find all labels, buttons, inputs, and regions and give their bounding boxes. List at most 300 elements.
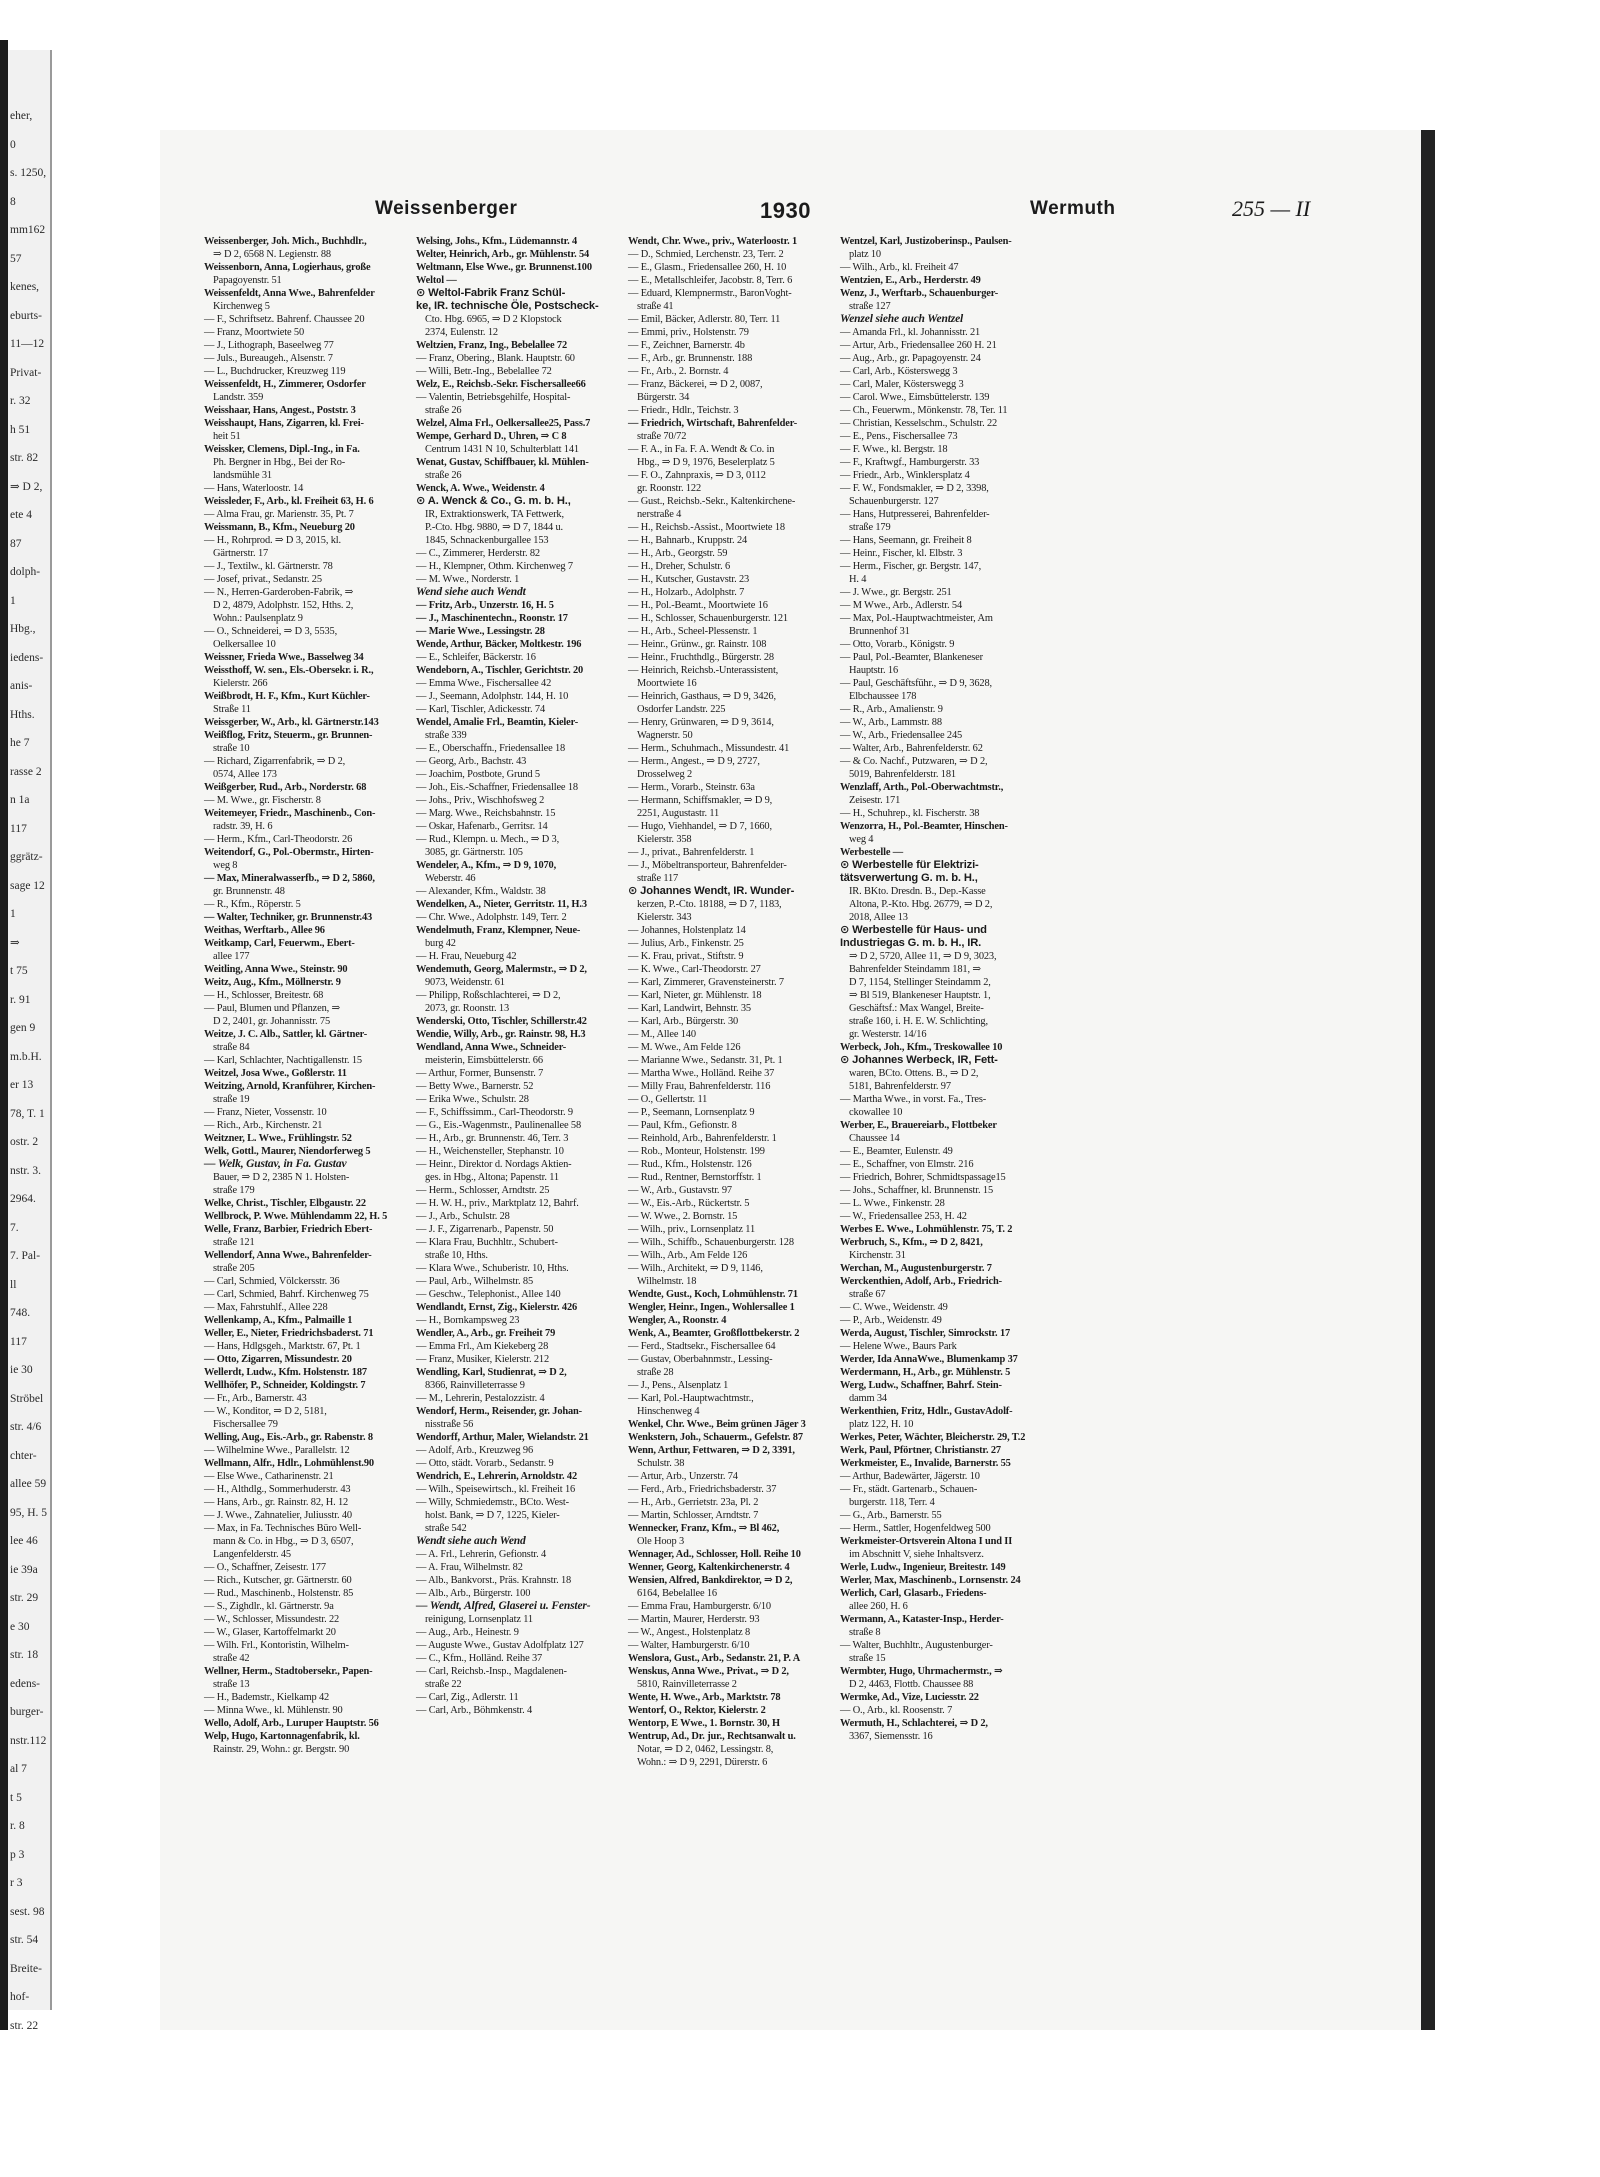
directory-entry-line: Wengler, A., Roonstr. 4: [628, 1315, 727, 1326]
previous-page-text: al 7: [10, 1763, 27, 1775]
directory-entry-line: Werckenthien, Adolf, Arb., Friedrich-: [840, 1276, 1002, 1287]
directory-entry-line: Wendt siehe auch Wend: [416, 1535, 526, 1547]
directory-entry-line: Wenskus, Anna Wwe., Privat., ⇒ D 2,: [628, 1666, 789, 1677]
directory-entry-line: Elbchaussee 178: [849, 691, 917, 702]
directory-entry-line: straße 28: [637, 1367, 674, 1378]
directory-entry-line: — Johs., Schaffner, kl. Brunnenstr. 15: [840, 1185, 993, 1196]
directory-entry-line: — H., Schlosser, Breitestr. 68: [204, 990, 324, 1001]
directory-entry-line: — Fr., Arb., Barnerstr. 43: [204, 1393, 307, 1404]
directory-entry-line: — Max, in Fa. Technisches Büro Well-: [204, 1523, 362, 1534]
previous-page-text: mm162: [10, 224, 46, 236]
directory-entry-line: — E., Glasm., Friedensallee 260, H. 10: [628, 262, 787, 273]
directory-entry-line: — R., Arb., Amalienstr. 9: [840, 704, 943, 715]
directory-entry-line: — Auguste Wwe., Gustav Adolfplatz 127: [416, 1640, 584, 1651]
directory-entry-line: straße 19: [213, 1094, 250, 1105]
directory-entry-line: — Christian, Kesselschm., Schulstr. 22: [840, 418, 998, 429]
previous-page-fragment: [8, 50, 52, 2032]
advertisement-line: ⊙ Johannes Werbeck, IR, Fett-: [840, 1054, 998, 1066]
advertisement-line: ⊙ Weltol-Fabrik Franz Schül-: [416, 287, 566, 299]
directory-entry-line: — Valentin, Betriebsgehilfe, Hospital-: [416, 392, 571, 403]
directory-entry-line: Werder, Ida AnnaWwe., Blumenkamp 37: [840, 1354, 1018, 1365]
directory-entry-line: — F. W., Fondsmakler, ⇒ D 2, 3398,: [840, 483, 989, 494]
previous-page-text: eburts-: [10, 309, 42, 322]
directory-entry-line: Werkenthien, Fritz, Hdlr., GustavAdolf-: [840, 1406, 1013, 1417]
directory-entry-line: Rainstr. 29, Wohn.: gr. Bergstr. 90: [213, 1744, 350, 1755]
directory-entry-line: Weissmann, B., Kfm., Neueburg 20: [204, 522, 355, 533]
directory-entry-line: — Emma Wwe., Fischersallee 42: [416, 678, 552, 689]
directory-entry-line: — O., Schaffner, Zeisestr. 177: [204, 1562, 326, 1573]
previous-page-text: nstr.112: [10, 1734, 47, 1747]
directory-entry-line: Langenfelderstr. 45: [213, 1549, 291, 1560]
previous-page-text: 0: [10, 138, 16, 151]
directory-entry-line: 2018, Allee 13: [849, 912, 908, 923]
directory-entry-line: Kielerstr. 358: [637, 834, 692, 845]
directory-entry-line: — Karl, Schlachter, Nachtigallenstr. 15: [204, 1055, 362, 1066]
directory-entry-line: — Walter, Buchhltr., Augustenburger-: [840, 1640, 993, 1651]
directory-entry-line: — Max, Pol.-Hauptwachtmeister, Am: [840, 613, 993, 624]
directory-entry-line: Weissgerber, W., Arb., kl. Gärtnerstr.143: [204, 717, 379, 728]
previous-page-text: hof-: [10, 1991, 30, 2003]
directory-entry-line: burg 42: [425, 938, 456, 949]
directory-entry-line: Wendel, Amalie Frl., Beamtin, Kieler-: [416, 717, 579, 728]
directory-entry-line: — W. Wwe., 2. Bornstr. 15: [628, 1211, 738, 1222]
previous-page-text: h 51: [10, 423, 31, 436]
directory-entry-line: — H., Klempner, Othm. Kirchenweg 7: [416, 561, 573, 572]
directory-entry-line: kerzen, P.-Cto. 18188, ⇒ D 7, 1183,: [637, 899, 782, 910]
directory-entry-line: Weitzel, Josa Wwe., Goßlerstr. 11: [204, 1068, 347, 1079]
directory-entry-line: — F. A., in Fa. F. A. Wendt & Co. in: [628, 444, 775, 455]
directory-entry-line: Wempe, Gerhard D., Uhren, ⇒ C 8: [416, 431, 567, 442]
previous-page-text: p 3: [10, 1848, 25, 1861]
directory-entry-line: straße 26: [425, 470, 462, 481]
directory-entry-line: — Wilh., Arb., Am Felde 126: [628, 1250, 748, 1261]
directory-entry-line: — Friedr., Arb., Winklersplatz 4: [840, 470, 970, 481]
directory-entry-line: — A. Frl., Lehrerin, Gefionstr. 4: [416, 1549, 547, 1560]
directory-entry-line: — J. F., Zigarrenarb., Papenstr. 50: [416, 1224, 554, 1235]
directory-entry-line: straße 10: [213, 743, 250, 754]
directory-entry-line: — Reinhold, Arb., Bahrenfelderstr. 1: [628, 1133, 777, 1144]
directory-entry-line: — Rud., Kfm., Holstenstr. 126: [628, 1159, 752, 1170]
directory-entry-line: straße 41: [637, 301, 674, 312]
directory-entry-line: — Carl, Schmied, Bahrf. Kirchenweg 75: [204, 1289, 369, 1300]
directory-entry-line: Notar, ⇒ D 2, 0462, Lessingstr. 8,: [637, 1744, 774, 1755]
previous-page-text: 57: [10, 252, 22, 265]
directory-entry-line: damm 34: [849, 1393, 887, 1404]
previous-page-text: sage 12: [10, 879, 45, 892]
directory-entry-line: Weissenfeldt, H., Zimmerer, Osdorfer: [204, 379, 366, 390]
directory-entry-line: — H., Kutscher, Gustavstr. 23: [628, 574, 750, 585]
directory-entry-line: — Heinrich, Reichsb.-Unterassistent,: [628, 665, 779, 676]
directory-entry-line: — Betty Wwe., Barnerstr. 52: [416, 1081, 534, 1092]
directory-entry-line: Wenkel, Chr. Wwe., Beim grünen Jäger 3: [628, 1419, 806, 1430]
directory-entry-line: 0574, Allee 173: [213, 769, 277, 780]
directory-entry-line: ⇒ D 2, 5720, Allee 11, ⇒ D 9, 3023,: [849, 951, 997, 962]
directory-entry-line: Wentorf, O., Rektor, Kielerstr. 2: [628, 1705, 766, 1716]
directory-entry-line: Weitendorf, G., Pol.-Obermstr., Hirten-: [204, 847, 374, 858]
directory-entry-line: — Georg, Arb., Bachstr. 43: [416, 756, 527, 767]
directory-entry-line: — L. Wwe., Finkenstr. 28: [840, 1198, 945, 1209]
directory-entry-line: Wenslora, Gust., Arb., Sedanstr. 21, P. A: [628, 1653, 801, 1664]
directory-entry-line: — M., Lehrerin, Pestalozzistr. 4: [416, 1393, 545, 1404]
directory-entry-line: — Otto, Zigarren, Missundestr. 20: [204, 1354, 352, 1365]
directory-entry-line: straße 179: [849, 522, 891, 533]
directory-entry-line: — W., Friedensallee 253, H. 42: [840, 1211, 967, 1222]
page-number: 255 — II: [1232, 196, 1311, 221]
directory-entry-line: 3367, Siemensstr. 16: [849, 1731, 933, 1742]
previous-page-text: Breite-: [10, 1962, 42, 1975]
directory-entry-line: — Joh., Eis.-Schaffner, Friedensallee 18: [416, 782, 578, 793]
directory-entry-line: Werler, Max, Maschinenb., Lornsenstr. 24: [840, 1575, 1021, 1586]
previous-page-text: lee 46: [10, 1535, 38, 1547]
directory-entry-line: Bahrenfelder Steindamm 181, ⇒: [849, 964, 981, 975]
directory-entry-line: — Karl, Landwirt, Behnstr. 35: [628, 1003, 751, 1014]
directory-entry-line: Hauptstr. 16: [849, 665, 898, 676]
page-header: [160, 130, 1421, 240]
directory-entry-line: — O., Arb., kl. Roosenstr. 7: [840, 1705, 953, 1716]
previous-page-text: ⇒: [10, 936, 20, 949]
previous-page-text: ie 39a: [10, 1563, 38, 1576]
directory-entry-line: — Emil, Bäcker, Adlerstr. 80, Terr. 11: [628, 314, 781, 325]
directory-entry-line: Welle, Franz, Barbier, Friedrich Ebert-: [204, 1224, 373, 1235]
directory-entry-line: 9073, Weidenstr. 61: [425, 977, 505, 988]
previous-page-text: 2964.: [10, 1193, 36, 1205]
previous-page-text: r 3: [10, 1877, 23, 1889]
directory-entry-line: — E., Beamter, Eulenstr. 49: [840, 1146, 953, 1157]
previous-page-text: 87: [10, 537, 22, 550]
directory-entry-line: Weitzner, L. Wwe., Frühlingstr. 52: [204, 1133, 352, 1144]
previous-page-text: Hbg.,: [10, 623, 36, 635]
directory-entry-line: Welz, E., Reichsb.-Sekr. Fischersallee66: [416, 379, 586, 390]
directory-entry-line: — J., Möbeltransporteur, Bahrenfelder-: [628, 860, 787, 871]
directory-entry-line: Wentrup, Ad., Dr. jur., Rechtsanwalt u.: [628, 1731, 796, 1742]
directory-entry-line: Wende, Arthur, Bäcker, Moltkestr. 196: [416, 639, 582, 650]
directory-entry-line: — Franz, Nieter, Vossenstr. 10: [204, 1107, 327, 1118]
directory-entry-line: — Walter, Arb., Bahrenfelderstr. 62: [840, 743, 983, 754]
directory-entry-line: Weissenfeldt, Anna Wwe., Bahrenfelder: [204, 288, 375, 299]
directory-entry-line: Wellmann, Alfr., Hdlr., Lohmühlenst.90: [204, 1458, 374, 1469]
directory-entry-line: Altona, P.-Kto. Hbg. 26779, ⇒ D 2,: [849, 899, 993, 910]
directory-entry-line: Fischersallee 79: [213, 1419, 278, 1430]
directory-entry-line: — Herm., Angest., ⇒ D 9, 2727,: [628, 756, 760, 767]
directory-entry-line: — A. Frau, Wilhelmstr. 82: [416, 1562, 523, 1573]
directory-entry-line: — P., Seemann, Lornsenplatz 9: [628, 1107, 755, 1118]
directory-entry-line: — Arthur, Badewärter, Jägerstr. 10: [840, 1471, 980, 1482]
directory-entry-line: Wengler, Heinr., Ingen., Wohlersallee 1: [628, 1302, 795, 1313]
advertisement-line: ⊙ Johannes Wendt, IR. Wunder-: [628, 885, 795, 897]
previous-page-text: rasse 2: [10, 765, 42, 778]
directory-entry-line: — Herm., Fischer, gr. Bergstr. 147,: [840, 561, 982, 572]
previous-page-text: sest. 98: [10, 1905, 45, 1918]
previous-page-text: 117: [10, 822, 27, 835]
directory-entry-line: — E., Metallschleifer, Jacobstr. 8, Terr. 6: [628, 275, 793, 286]
directory-entry-line: Wendelmuth, Franz, Klempner, Neue-: [416, 925, 581, 936]
directory-entry-line: — Chr. Wwe., Adolphstr. 149, Terr. 2: [416, 912, 567, 923]
previous-page-text: n 1a: [10, 794, 30, 806]
directory-entry-line: — C. Wwe., Weidenstr. 49: [840, 1302, 948, 1313]
directory-entry-line: Wenck, A. Wwe., Weidenstr. 4: [416, 483, 545, 494]
previous-page-text: gen 9: [10, 1022, 36, 1034]
directory-entry-line: — W., Eis.-Arb., Rückertstr. 5: [628, 1198, 750, 1209]
directory-entry-line: D 2, 4879, Adolphstr. 152, Hths. 2,: [213, 600, 354, 611]
directory-entry-line: — Karl, Nieter, gr. Mühlenstr. 18: [628, 990, 762, 1001]
previous-page-text: m.b.H.: [10, 1050, 42, 1063]
header-last-entry: Wermuth: [1030, 198, 1116, 219]
directory-entry-line: — J. Wwe., Zahnatelier, Juliusstr. 40: [204, 1510, 352, 1521]
directory-entry-line: Werkes, Peter, Wächter, Bleicherstr. 29, T.2: [840, 1432, 1026, 1443]
directory-entry-line: — Eduard, Klempnermstr., BaronVoght-: [628, 288, 792, 299]
directory-entry-line: Wendorf, Herm., Reisender, gr. Johan-: [416, 1406, 582, 1417]
directory-entry-line: — M Wwe., Arb., Adlerstr. 54: [840, 600, 963, 611]
directory-entry-line: Weissker, Clemens, Dipl.-Ing., in Fa.: [204, 444, 360, 455]
previous-page-text: ggrätz-: [10, 851, 43, 863]
directory-entry-line: — Max, Mineralwasserfb., ⇒ D 2, 5860,: [204, 873, 375, 884]
directory-entry-line: — H., Holzarb., Adolphstr. 7: [628, 587, 745, 598]
directory-entry-line: Weitze, J. C. Alb., Sattler, kl. Gärtner-: [204, 1029, 368, 1040]
directory-entry-line: — Herm., Vorarb., Steinstr. 63a: [628, 782, 755, 793]
directory-column-4: [840, 235, 1048, 2015]
directory-entry-line: weg 4: [849, 834, 874, 845]
directory-entry-line: — Rob., Monteur, Holstenstr. 199: [628, 1146, 765, 1157]
directory-entry-line: Welzel, Alma Frl., Oelkersallee25, Pass.7: [416, 418, 591, 429]
directory-entry-line: — W., Konditor, ⇒ D 2, 5181,: [204, 1406, 327, 1417]
previous-page-text: ie 30: [10, 1364, 33, 1376]
directory-entry-line: — Wilh. Frl., Kontoristin, Wilhelm-: [204, 1640, 349, 1651]
directory-entry-line: straße 10, Hths.: [425, 1250, 488, 1261]
previous-page-text: allee 59: [10, 1478, 47, 1490]
directory-entry-line: Kielerstr. 266: [213, 678, 268, 689]
directory-entry-line: — Adolf, Arb., Kreuzweg 96: [416, 1445, 534, 1456]
directory-entry-line: — Ferd., Stadtsekr., Fischersallee 64: [628, 1341, 776, 1352]
previous-page-text: nstr. 3.: [10, 1164, 41, 1177]
directory-entry-line: Weitzing, Arnold, Kranführer, Kirchen-: [204, 1081, 376, 1092]
directory-entry-line: Weller, E., Nieter, Friedrichsbaderst. 71: [204, 1328, 374, 1339]
directory-entry-line: ⇒ Bl 519, Blankeneser Hauptstr. 1,: [849, 990, 991, 1001]
directory-entry-line: Wendling, Karl, Studienrat, ⇒ D 2,: [416, 1367, 567, 1378]
directory-entry-line: — Franz, Moortwiete 50: [204, 327, 305, 338]
directory-entry-line: — Heinr., Grünw., gr. Rainstr. 108: [628, 639, 767, 650]
directory-entry-line: — Aug., Arb., Heinestr. 9: [416, 1627, 519, 1638]
directory-entry-line: — Otto, städt. Vorarb., Sedanstr. 9: [416, 1458, 554, 1469]
directory-entry-line: — H., Weichensteller, Stephanstr. 10: [416, 1146, 564, 1157]
directory-entry-line: Wermbter, Hugo, Uhrmachermstr., ⇒: [840, 1666, 1003, 1677]
directory-entry-line: straße 15: [849, 1653, 886, 1664]
directory-entry-line: — M., Allee 140: [628, 1029, 696, 1040]
previous-page-text: edens-: [10, 1677, 41, 1690]
directory-entry-line: — Alexander, Kfm., Waldstr. 38: [416, 886, 546, 897]
directory-entry-line: heit 51: [213, 431, 241, 442]
previous-page-text: t 5: [10, 1791, 22, 1804]
directory-entry-line: 1845, Schnackenburgallee 153: [425, 535, 549, 546]
directory-entry-line: Wenk, A., Beamter, Großflottbekerstr. 2: [628, 1328, 800, 1339]
directory-entry-line: — Klara Frau, Buchhltr., Schubert-: [416, 1237, 558, 1248]
directory-entry-line: — H., Arb., Gerrietstr. 23a, Pl. 2: [628, 1497, 759, 1508]
advertisement-line: ke, IR. technische Öle, Postscheck-: [416, 300, 599, 312]
directory-entry-line: — J., Pens., Alsenplatz 1: [628, 1380, 729, 1391]
directory-entry-line: Weissner, Frieda Wwe., Basselweg 34: [204, 652, 364, 663]
directory-entry-line: nisstraße 56: [425, 1419, 474, 1430]
directory-entry-line: — Artur, Arb., Unzerstr. 74: [628, 1471, 738, 1482]
directory-entry-line: — Wendt, Alfred, Glaserei u. Fenster-: [416, 1600, 591, 1612]
directory-entry-line: — F., Schriftsetz. Bahrenf. Chaussee 20: [204, 314, 365, 325]
directory-entry-line: — J., Arb., Schulstr. 28: [416, 1211, 510, 1222]
directory-entry-line: — Emma Frau, Hamburgerstr. 6/10: [628, 1601, 771, 1612]
directory-entry-line: — Martha Wwe., Holländ. Reihe 37: [628, 1068, 775, 1079]
directory-entry-line: — Heinr., Direktor d. Nordags Aktien-: [416, 1159, 572, 1170]
directory-entry-line: reinigung, Lornsenplatz 11: [425, 1614, 533, 1625]
previous-page-text: chter-: [10, 1449, 37, 1462]
directory-entry-line: 2251, Augustastr. 11: [637, 808, 720, 819]
directory-entry-line: — Rich., Kutscher, gr. Gärtnerstr. 60: [204, 1575, 352, 1586]
directory-entry-line: — Herm., Sattler, Hogenfeldweg 500: [840, 1523, 991, 1534]
previous-page-text: ll: [10, 1278, 17, 1291]
directory-entry-line: Gärtnerstr. 17: [213, 548, 269, 559]
directory-entry-line: Wermann, A., Kataster-Insp., Herder-: [840, 1614, 1004, 1625]
directory-entry-line: — Richard, Zigarrenfabrik, ⇒ D 2,: [204, 756, 346, 767]
advertisement-line: ⊙ Werbestelle für Elektrizi-: [840, 859, 979, 871]
directory-entry-line: ⇒ D 2, 6568 N. Legienstr. 88: [213, 249, 331, 260]
directory-entry-line: — Carl, Maler, Kösterswegg 3: [840, 379, 964, 390]
previous-page-text: 1: [10, 908, 16, 920]
directory-entry-line: straße 84: [213, 1042, 250, 1053]
directory-entry-line: — Karl, Zimmerer, Gravensteinerstr. 7: [628, 977, 784, 988]
directory-entry-line: — W., Arb., Friedensallee 245: [840, 730, 963, 741]
directory-entry-line: — Welk, Gustav, in Fa. Gustav: [204, 1158, 347, 1170]
directory-entry-line: — H., Bahnarb., Kruppstr. 24: [628, 535, 748, 546]
directory-entry-line: — Alb., Arb., Bürgerstr. 100: [416, 1588, 531, 1599]
directory-entry-line: Weithas, Werftarb., Allee 96: [204, 925, 325, 936]
directory-entry-line: — Rich., Arb., Kirchenstr. 21: [204, 1120, 323, 1131]
advertisement-line: ⊙ Werbestelle für Haus- und: [840, 924, 987, 936]
directory-entry-line: — Hans, Arb., gr. Rainstr. 82, H. 12: [204, 1497, 349, 1508]
directory-entry-line: — E., Schaffner, von Elmstr. 216: [840, 1159, 974, 1170]
directory-entry-line: — Paul, Kfm., Gefionstr. 8: [628, 1120, 737, 1131]
directory-entry-line: — J., Lithograph, Baseelweg 77: [204, 340, 334, 351]
directory-entry-line: — Friedr., Hdlr., Teichstr. 3: [628, 405, 739, 416]
header-first-entry: Weissenberger: [375, 198, 518, 219]
directory-entry-line: Wente, H. Wwe., Arb., Marktstr. 78: [628, 1692, 781, 1703]
directory-entry-line: 5810, Rainvilleterrasse 2: [637, 1679, 737, 1690]
directory-entry-line: — J., Maschinentechn., Roonstr. 17: [416, 613, 568, 624]
directory-entry-line: D 2, 2401, gr. Johannisstr. 75: [213, 1016, 331, 1027]
directory-entry-line: — L., Buchdrucker, Kreuzweg 119: [204, 366, 346, 377]
previous-page-text: e 30: [10, 1620, 30, 1633]
directory-entry-line: — W., Glaser, Kartoffelmarkt 20: [204, 1627, 336, 1638]
directory-entry-line: — H., Arb., Georgstr. 59: [628, 548, 728, 559]
directory-entry-line: — D., Schmied, Lerchenstr. 23, Terr. 2: [628, 249, 784, 260]
directory-entry-line: — Hans, Hdlgsgeh., Marktstr. 67, Pt. 1: [204, 1341, 361, 1352]
directory-entry-line: — Arthur, Former, Bunsenstr. 7: [416, 1068, 544, 1079]
directory-entry-line: — Minna Wwe., kl. Mühlenstr. 90: [204, 1705, 343, 1716]
directory-entry-line: — H., Arb., Scheel-Plessenstr. 1: [628, 626, 758, 637]
directory-entry-line: Kirchenweg 5: [213, 301, 270, 312]
directory-entry-line: — W., Arb., Lammstr. 88: [840, 717, 942, 728]
directory-entry-line: Wendeler, A., Kfm., ⇒ D 9, 1070,: [416, 860, 557, 871]
directory-entry-line: — Fr., städt. Gartenarb., Schauen-: [840, 1484, 978, 1495]
previous-page-text: ete 4: [10, 509, 33, 521]
directory-entry-line: — Paul, Pol.-Beamter, Blankeneser: [840, 652, 983, 663]
directory-entry-line: Chaussee 14: [849, 1133, 900, 1144]
directory-entry-line: Wentorp, E Wwe., 1. Bornstr. 30, H: [628, 1718, 780, 1729]
directory-entry-line: platz 10: [849, 249, 881, 260]
directory-entry-line: Wenner, Georg, Kaltenkirchenerstr. 4: [628, 1562, 790, 1573]
directory-entry-line: Wendler, A., Arb., gr. Freiheit 79: [416, 1328, 556, 1339]
directory-entry-line: Schulstr. 38: [637, 1458, 685, 1469]
previous-page-text: str. 82: [10, 452, 39, 464]
directory-entry-line: straße 160, i. H. E. W. Schlichting,: [849, 1016, 988, 1027]
directory-entry-line: Weissleder, F., Arb., kl. Freiheit 63, H. 6: [204, 496, 374, 507]
advertisement-line: Industriegas G. m. b. H., IR.: [840, 937, 982, 949]
directory-entry-line: allee 177: [213, 951, 250, 962]
directory-entry-line: — H., Dreher, Schulstr. 6: [628, 561, 731, 572]
directory-entry-line: Wagnerstr. 50: [637, 730, 693, 741]
directory-entry-line: straße 42: [213, 1653, 250, 1664]
directory-entry-line: — Aug., Arb., gr. Papagoyenstr. 24: [840, 353, 981, 364]
directory-entry-line: Cto. Hbg. 6965, ⇒ D 2 Klopstock: [425, 314, 562, 325]
directory-entry-line: 3085, gr. Gärtnerstr. 105: [425, 847, 523, 858]
directory-entry-line: straße 67: [849, 1289, 886, 1300]
directory-entry-line: platz 122, H. 10: [849, 1419, 914, 1430]
directory-entry-line: — Martin, Maurer, Herderstr. 93: [628, 1614, 760, 1625]
directory-entry-line: Zeisestr. 171: [849, 795, 901, 806]
directory-entry-line: — E., Schleifer, Bäckerstr. 16: [416, 652, 536, 663]
directory-entry-line: — J., Seemann, Adolphstr. 144, H. 10: [416, 691, 569, 702]
directory-entry-line: — Alma Frau, gr. Marienstr. 35, Pt. 7: [204, 509, 354, 520]
directory-entry-line: — Marie Wwe., Lessingstr. 28: [416, 626, 545, 637]
directory-entry-line: — J., privat., Bahrenfelderstr. 1: [628, 847, 755, 858]
directory-entry-line: allee 260, H. 6: [849, 1601, 908, 1612]
directory-entry-line: — Martha Wwe., in vorst. Fa., Tres-: [840, 1094, 987, 1105]
previous-page-text: anis-: [10, 680, 33, 692]
directory-entry-line: Wenzorra, H., Pol.-Beamter, Hinschen-: [840, 821, 1008, 832]
directory-entry-line: — J. Wwe., gr. Bergstr. 251: [840, 587, 952, 598]
directory-entry-line: — Alb., Bankvorst., Präs. Krahnstr. 18: [416, 1575, 572, 1586]
directory-entry-line: — Klara Wwe., Schuberistr. 10, Hths.: [416, 1263, 569, 1274]
directory-entry-line: — Herm., Schuhmach., Missundestr. 41: [628, 743, 790, 754]
directory-entry-line: — Henry, Grünwaren, ⇒ D 9, 3614,: [628, 717, 774, 728]
directory-entry-line: — F. Wwe., kl. Bergstr. 18: [840, 444, 948, 455]
previous-page-text: 78, T. 1: [10, 1107, 45, 1120]
directory-entry-line: Wendrich, E., Lehrerin, Arnoldstr. 42: [416, 1471, 578, 1482]
previous-page-text: Privat-: [10, 366, 42, 379]
directory-entry-line: — W., Arb., Gustavstr. 97: [628, 1185, 732, 1196]
directory-entry-line: — Heinr., Fischer, kl. Elbstr. 3: [840, 548, 963, 559]
directory-entry-line: radstr. 39, H. 6: [213, 821, 273, 832]
directory-entry-line: — Carl, Arb., Kösterswegg 3: [840, 366, 958, 377]
directory-entry-line: — F. O., Zahnpraxis, ⇒ D 3, 0112: [628, 470, 766, 481]
directory-entry-line: Welling, Aug., Eis.-Arb., gr. Rabenstr. 8: [204, 1432, 373, 1443]
directory-entry-line: Wendelken, A., Nieter, Gerritstr. 11, H.3: [416, 899, 587, 910]
directory-entry-line: Weltzien, Franz, Ing., Bebelallee 72: [416, 340, 568, 351]
previous-page-text: str. 4/6: [10, 1421, 42, 1433]
previous-page-text: ostr. 2: [10, 1136, 39, 1148]
directory-entry-line: Wendeborn, A., Tischler, Gerichtstr. 20: [416, 665, 584, 676]
directory-entry-line: — Max, Fahrstuhlf., Allee 228: [204, 1302, 328, 1313]
directory-entry-line: D 7, 1154, Stellinger Steindamm 2,: [849, 977, 991, 988]
directory-entry-line: Weisshaar, Hans, Angest., Poststr. 3: [204, 405, 356, 416]
directory-entry-line: — Wilh., Architekt, ⇒ D 9, 1146,: [628, 1263, 763, 1274]
directory-entry-line: P.-Cto. Hbg. 9880, ⇒ D 7, 1844 u.: [425, 522, 563, 533]
directory-entry-line: — Herm., Kfm., Carl-Theodorstr. 26: [204, 834, 353, 845]
directory-entry-line: — Carl, Reichsb.-Insp., Magdalenen-: [416, 1666, 567, 1677]
directory-entry-line: — Ch., Feuerwm., Mönkenstr. 78, Ter. 11: [840, 405, 1008, 416]
directory-entry-line: Weisshaupt, Hans, Zigarren, kl. Frei-: [204, 418, 364, 429]
directory-entry-line: — Emma Frl., Am Kiekeberg 28: [416, 1341, 549, 1352]
scanner-edge: [0, 40, 8, 2030]
directory-entry-line: Wensien, Alfred, Bankdirektor, ⇒ D 2,: [628, 1575, 793, 1586]
directory-entry-line: — Paul, Geschäftsführ., ⇒ D 9, 3628,: [840, 678, 992, 689]
directory-entry-line: Weltmann, Else Wwe., gr. Brunnenst.100: [416, 262, 592, 273]
previous-page-text: str. 29: [10, 1592, 39, 1604]
